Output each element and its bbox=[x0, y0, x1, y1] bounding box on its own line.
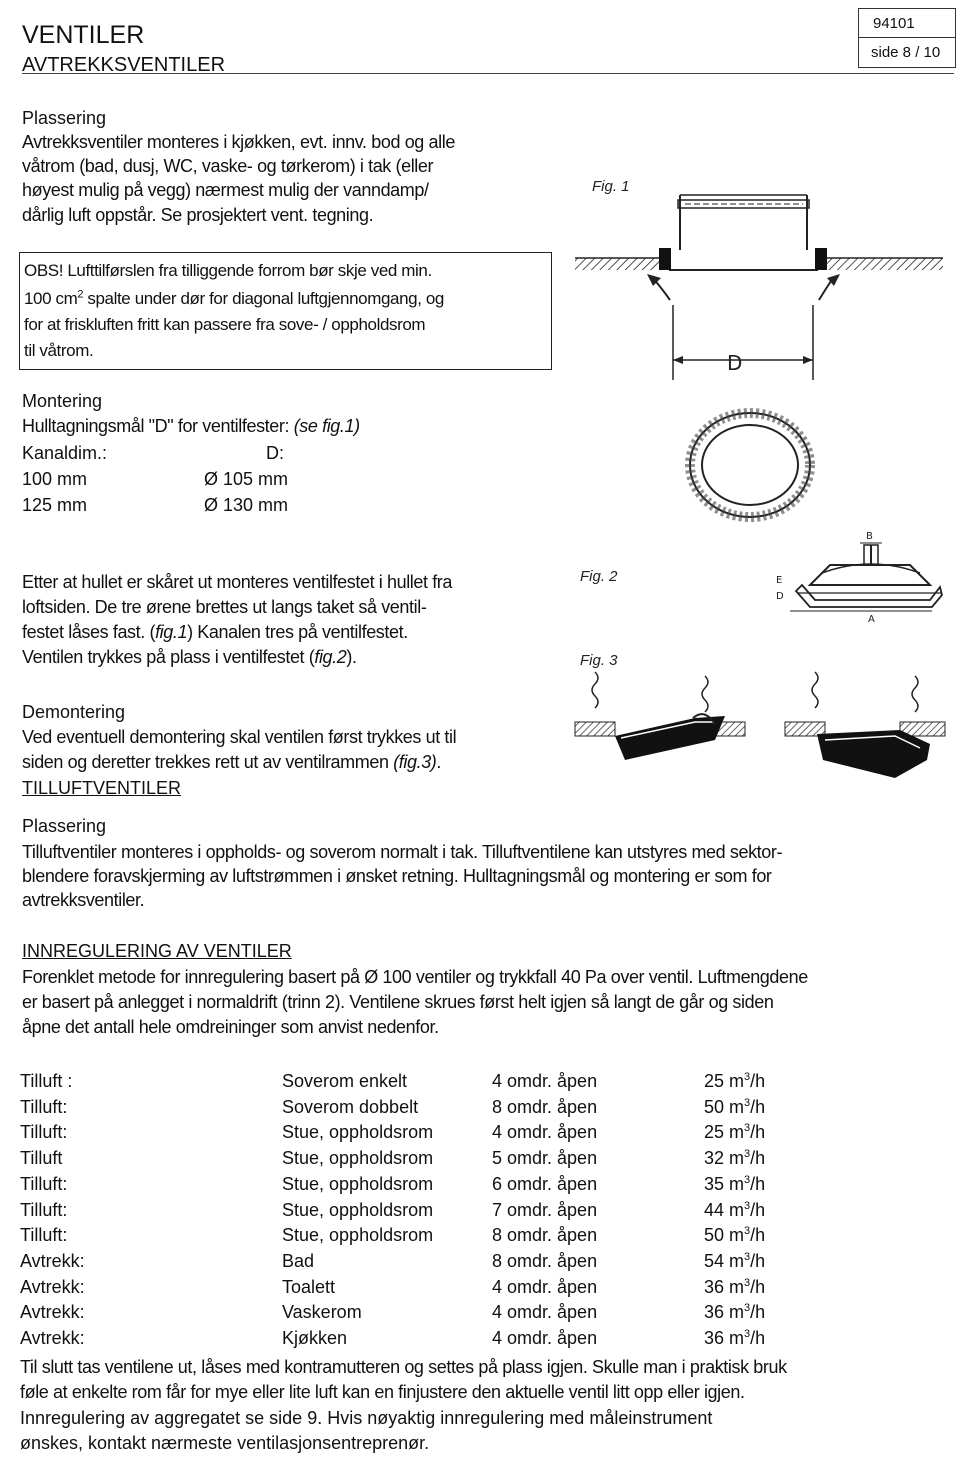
table-cell-rom: Stue, oppholdsrom bbox=[282, 1173, 434, 1194]
table-cell-omdr: 4 omdr. åpen bbox=[492, 1071, 598, 1091]
table-cell-mengde bbox=[704, 1326, 804, 1352]
paragraph-line: Avtrekksventiler monteres i kjøkken, evt. innv. bod og alle bbox=[22, 132, 455, 152]
section-heading-montering: Montering bbox=[22, 391, 103, 411]
figure-1-diagram bbox=[575, 150, 955, 540]
table-cell-rom: Vaskerom bbox=[282, 1302, 362, 1323]
figure-3-diagram bbox=[555, 668, 955, 788]
kanal-value: 100 mm bbox=[22, 469, 88, 489]
table-cell-type: Tilluft: bbox=[20, 1122, 68, 1143]
paragraph-line bbox=[22, 750, 441, 774]
superscript: 2 bbox=[77, 288, 84, 301]
paragraph-line: avtrekksventiler. bbox=[22, 890, 145, 910]
paragraph-line: loftsiden. De tre ørene brettes ut langs taket så ventil- bbox=[22, 597, 427, 617]
regulation-table bbox=[20, 1069, 804, 1352]
table-cell-type: Tilluft bbox=[20, 1148, 63, 1169]
superscript: 3 bbox=[744, 1302, 751, 1315]
table-cell-rom: Stue, oppholdsrom bbox=[282, 1199, 434, 1220]
flow-unit: /h bbox=[750, 1122, 766, 1143]
table-row bbox=[20, 1120, 804, 1146]
table-cell-type: Avtrekk: bbox=[20, 1250, 85, 1271]
flow-value: 36 m bbox=[704, 1276, 745, 1297]
paragraph-line: Tilluftventiler monteres i oppholds- og soverom normalt i tak. Tilluftventilene kan utstyres med sektor- bbox=[22, 842, 783, 862]
table-row bbox=[20, 1095, 804, 1121]
table-cell-mengde bbox=[704, 1300, 804, 1326]
paragraph-line: høyest mulig på vegg) nærmest mulig der vanndamp/ bbox=[22, 180, 429, 200]
superscript: 3 bbox=[744, 1328, 751, 1341]
superscript: 3 bbox=[744, 1122, 751, 1135]
section-heading-plassering: Plassering bbox=[22, 108, 107, 128]
superscript: 3 bbox=[744, 1250, 751, 1263]
paragraph-line: dårlig luft oppstår. Se prosjektert vent. tegning. bbox=[22, 205, 374, 225]
figure-reference: (se fig.1) bbox=[293, 416, 360, 436]
paragraph-line: føle at enkelte rom får for mye eller lite luft kan en finjustere den aktuelle ventil litt opp eller igjen. bbox=[20, 1382, 745, 1402]
figure-reference: (fig.3) bbox=[393, 752, 437, 772]
superscript: 3 bbox=[744, 1096, 751, 1109]
paragraph-line: våtrom (bad, dusj, WC, vaske- og tørkerom) i tak (eller bbox=[22, 156, 434, 176]
table-cell-mengde bbox=[704, 1146, 804, 1172]
dimension-label-b: B bbox=[866, 531, 873, 542]
table-cell-mengde bbox=[704, 1095, 804, 1121]
page-label: side 8 / 10 bbox=[871, 44, 941, 61]
text: festet låses fast. ( bbox=[22, 622, 156, 642]
table-cell-type: Avtrekk: bbox=[20, 1328, 85, 1349]
table-cell-mengde bbox=[704, 1275, 804, 1301]
table-cell-omdr: 8 omdr. åpen bbox=[492, 1096, 598, 1117]
page-subtitle: AVTREKKSVENTILER bbox=[22, 54, 226, 76]
table-cell-omdr: 8 omdr. åpen bbox=[492, 1225, 598, 1246]
flow-unit: /h bbox=[750, 1071, 766, 1091]
table-cell-rom: Stue, oppholdsrom bbox=[282, 1148, 434, 1169]
table-cell-mengde bbox=[704, 1249, 804, 1275]
figure-1-label: Fig. 1 bbox=[592, 178, 630, 195]
superscript: 3 bbox=[744, 1173, 751, 1186]
obs-text: spalte under dør for diagonal luftgjennomgang, og bbox=[83, 289, 444, 308]
table-cell-type: Tilluft: bbox=[20, 1173, 68, 1194]
table-cell-type: Tilluft: bbox=[20, 1096, 68, 1117]
paragraph-line: Ved eventuell demontering skal ventilen først trykkes ut til bbox=[22, 727, 457, 747]
table-cell-omdr: 8 omdr. åpen bbox=[492, 1250, 598, 1271]
figure-reference: fig.1 bbox=[155, 622, 188, 642]
table-row bbox=[20, 1223, 804, 1249]
table-row bbox=[20, 1198, 804, 1224]
dimension-label-e: E bbox=[776, 575, 783, 586]
superscript: 3 bbox=[744, 1071, 751, 1083]
table-cell-omdr: 4 omdr. åpen bbox=[492, 1302, 598, 1323]
page-title: VENTILER bbox=[22, 21, 145, 49]
table-cell-type: Avtrekk: bbox=[20, 1276, 85, 1297]
table-cell-type: Avtrekk: bbox=[20, 1302, 85, 1323]
paragraph-line: er basert på anlegget i normaldrift (trinn 2). Ventilene skrues først helt igjen så langt de går og siden bbox=[22, 992, 774, 1012]
column-header-d: D: bbox=[266, 443, 284, 463]
flow-value: 35 m bbox=[704, 1173, 745, 1194]
section-heading-demontering: Demontering bbox=[22, 702, 126, 722]
superscript: 3 bbox=[744, 1276, 751, 1289]
table-cell-mengde bbox=[704, 1069, 804, 1095]
flow-value: 32 m bbox=[704, 1148, 745, 1169]
table-cell-mengde bbox=[704, 1223, 804, 1249]
superscript: 3 bbox=[744, 1225, 751, 1238]
text: Hulltagningsmål "D" for ventilfester: bbox=[22, 416, 294, 436]
table-row bbox=[20, 1069, 804, 1095]
flow-unit: /h bbox=[750, 1328, 766, 1349]
figure-3-label: Fig. 3 bbox=[580, 652, 618, 669]
flow-value: 44 m bbox=[704, 1199, 745, 1220]
table-cell-rom: Kjøkken bbox=[282, 1328, 348, 1349]
figure-2-diagram bbox=[760, 525, 955, 625]
paragraph-line: Forenklet metode for innregulering basert på Ø 100 ventiler og trykkfall 40 Pa over ventil. Luftmengdene bbox=[22, 967, 808, 987]
text: siden og deretter trekkes rett ut av ventilrammen bbox=[22, 752, 394, 772]
flow-unit: /h bbox=[750, 1199, 766, 1220]
header-divider bbox=[22, 73, 954, 74]
table-cell-rom: Stue, oppholdsrom bbox=[282, 1122, 434, 1143]
section-heading-plassering-tilluft: Plassering bbox=[22, 816, 107, 836]
flow-unit: /h bbox=[750, 1250, 766, 1271]
table-row bbox=[20, 1275, 804, 1301]
column-header-kanaldim: Kanaldim.: bbox=[22, 443, 108, 463]
figure-reference: fig.2 bbox=[314, 647, 347, 667]
table-row bbox=[20, 1300, 804, 1326]
obs-line-4: til våtrom. bbox=[24, 341, 94, 360]
superscript: 3 bbox=[744, 1199, 751, 1212]
table-cell-mengde bbox=[704, 1120, 804, 1146]
flow-value: 36 m bbox=[704, 1302, 745, 1323]
paragraph-line: åpne det antall hele omdreininger som anvist nedenfor. bbox=[22, 1017, 439, 1037]
paragraph-line: Innregulering av aggregatet se side 9. Hvis nøyaktig innregulering med måleinstrument bbox=[20, 1408, 713, 1428]
paragraph-line bbox=[22, 645, 357, 669]
text: Ventilen trykkes på plass i ventilfestet ( bbox=[22, 647, 315, 667]
table-cell-omdr: 7 omdr. åpen bbox=[492, 1199, 598, 1220]
table-cell-type: Tilluft : bbox=[20, 1071, 73, 1091]
table-row bbox=[20, 1172, 804, 1198]
paragraph-line: blendere foravskjerming av luftstrømmen i ønsket retning. Hulltagningsmål og montering er som for bbox=[22, 866, 772, 886]
text: ) Kanalen tres på ventilfestet. bbox=[187, 622, 408, 642]
text: . bbox=[436, 752, 442, 772]
paragraph-line: Etter at hullet er skåret ut monteres ventilfestet i hullet fra bbox=[22, 572, 453, 592]
dimension-label-d: D bbox=[776, 591, 784, 602]
dimension-label-a: A bbox=[868, 614, 875, 625]
obs-line-1 bbox=[24, 259, 432, 283]
obs-label: OBS! bbox=[24, 261, 64, 280]
table-row bbox=[20, 1146, 804, 1172]
doc-number: 94101 bbox=[873, 15, 915, 32]
table-cell-omdr: 4 omdr. åpen bbox=[492, 1276, 598, 1297]
table-cell-rom: Stue, oppholdsrom bbox=[282, 1225, 434, 1246]
paragraph-line bbox=[22, 620, 408, 644]
table-cell-rom: Toalett bbox=[282, 1276, 336, 1297]
flow-unit: /h bbox=[750, 1276, 766, 1297]
page-number-box bbox=[858, 8, 956, 68]
paragraph-line bbox=[22, 414, 360, 438]
d-value: Ø 105 mm bbox=[204, 469, 289, 489]
flow-unit: /h bbox=[750, 1302, 766, 1323]
flow-unit: /h bbox=[750, 1148, 766, 1169]
table-cell-rom: Soverom enkelt bbox=[282, 1071, 408, 1091]
superscript: 3 bbox=[744, 1148, 751, 1161]
flow-unit: /h bbox=[750, 1096, 766, 1117]
table-cell-omdr: 5 omdr. åpen bbox=[492, 1148, 598, 1169]
paragraph-line: Til slutt tas ventilene ut, låses med kontramutteren og settes på plass igjen. Skulle man i praktisk bruk bbox=[20, 1357, 787, 1377]
table-cell-type: Tilluft: bbox=[20, 1199, 68, 1220]
table-cell-type: Tilluft: bbox=[20, 1225, 68, 1246]
flow-value: 36 m bbox=[704, 1328, 745, 1349]
dimension-label: D bbox=[727, 351, 743, 375]
flow-value: 50 m bbox=[704, 1225, 745, 1246]
figure-2-label: Fig. 2 bbox=[580, 568, 618, 585]
table-cell-mengde bbox=[704, 1198, 804, 1224]
table-cell-omdr: 4 omdr. åpen bbox=[492, 1328, 598, 1349]
section-heading-innregulering: INNREGULERING AV VENTILER bbox=[22, 941, 292, 961]
obs-line-2 bbox=[24, 287, 444, 311]
obs-text: Lufttilførslen fra tilliggende forrom bør skje ved min. bbox=[63, 261, 432, 280]
kanal-value: 125 mm bbox=[22, 495, 88, 515]
flow-value: 54 m bbox=[704, 1250, 745, 1271]
flow-value: 25 m bbox=[704, 1071, 745, 1091]
table-row bbox=[20, 1249, 804, 1275]
paragraph-line: ønskes, kontakt nærmeste ventilasjonsentreprenør. bbox=[20, 1433, 430, 1453]
obs-line-3: for at friskluften fritt kan passere fra sove- / oppholdsrom bbox=[24, 315, 426, 334]
d-value: Ø 130 mm bbox=[204, 495, 289, 515]
flow-value: 50 m bbox=[704, 1096, 745, 1117]
section-heading-tilluftventiler: TILLUFTVENTILER bbox=[22, 778, 182, 798]
flow-unit: /h bbox=[750, 1225, 766, 1246]
flow-unit: /h bbox=[750, 1173, 766, 1194]
table-cell-rom: Soverom dobbelt bbox=[282, 1096, 419, 1117]
table-row bbox=[20, 1326, 804, 1352]
flow-value: 25 m bbox=[704, 1122, 745, 1143]
obs-text: 100 cm bbox=[24, 289, 78, 308]
text: ). bbox=[346, 647, 357, 667]
table-cell-rom: Bad bbox=[282, 1250, 315, 1271]
table-cell-mengde bbox=[704, 1172, 804, 1198]
table-cell-omdr: 4 omdr. åpen bbox=[492, 1122, 598, 1143]
table-cell-omdr: 6 omdr. åpen bbox=[492, 1173, 598, 1194]
